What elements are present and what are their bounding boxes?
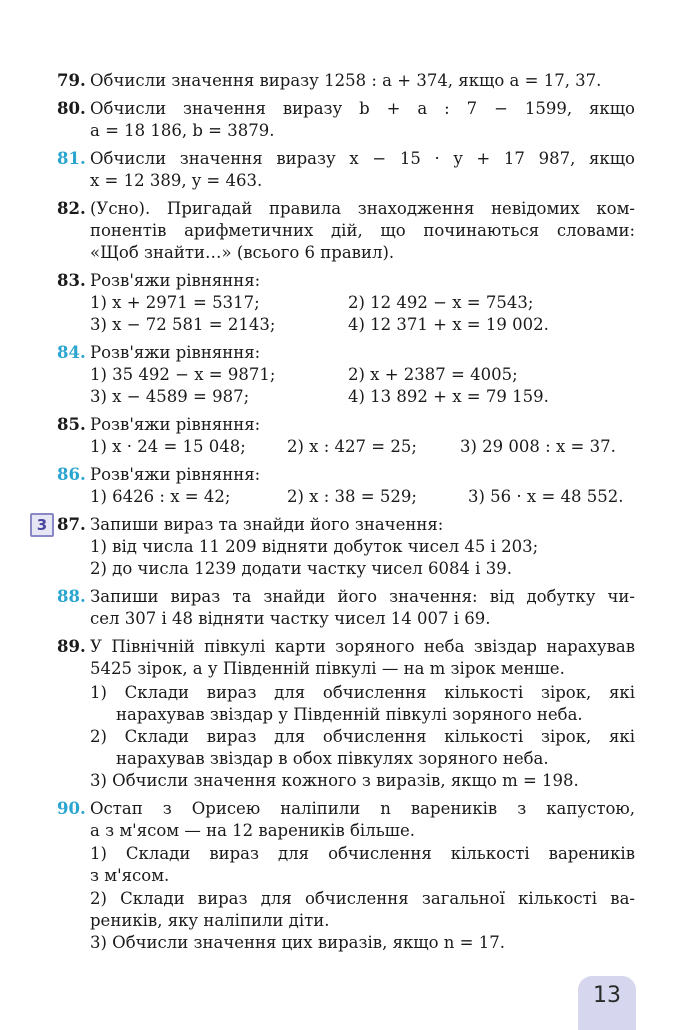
problem-90-line-3: 1) Склади вираз для обчислення кількості вареників [90, 844, 635, 863]
problem-82-line-3: «Щоб знайти…» (всього 6 правил). [90, 243, 395, 262]
problem-85-item-2: 2) x : 427 = 25; [287, 437, 417, 456]
problem-84-number: 84. [57, 343, 86, 362]
problem-84-item-1: 1) 35 492 − x = 9871; [90, 365, 276, 384]
problem-85-number: 85. [57, 415, 86, 434]
problem-89-line-3: 1) Склади вираз для обчислення кількості зірок, які [90, 683, 635, 702]
problem-86-title: Розв'яжи рівняння: [90, 465, 261, 484]
level-3-badge: 3 [30, 513, 54, 537]
problem-83-title: Розв'яжи рівняння: [90, 271, 261, 290]
problem-80-number: 80. [57, 99, 86, 118]
problem-90-line-6: реників, яку наліпили діти. [90, 911, 330, 930]
problem-81-line-1: Обчисли значення виразу x − 15 · y + 17 987, якщо [90, 149, 635, 168]
problem-90-line-5: 2) Склади вираз для обчислення загальної кількості ва- [90, 889, 635, 908]
problem-89-line-2: 5425 зірок, а у Південній півкулі — на m зірок менше. [90, 659, 565, 678]
problem-80-line-1: Обчисли значення виразу b + a : 7 − 1599, якщо [90, 99, 635, 118]
problem-84-item-2: 2) x + 2387 = 4005; [348, 365, 518, 384]
problem-89-line-4: нарахував звіздар у Південній півкулі зоряного неба. [116, 705, 583, 724]
problem-88-number: 88. [57, 587, 86, 606]
problem-82-line-2: понентів арифметичних дій, що починаються словами: [90, 221, 635, 240]
problem-90-line-7: 3) Обчисли значення цих виразів, якщо n = 17. [90, 933, 505, 952]
problem-89-line-7: 3) Обчисли значення кожного з виразів, якщо m = 198. [90, 771, 579, 790]
problem-86-item-3: 3) 56 · x = 48 552. [468, 487, 624, 506]
problem-90-number: 90. [57, 799, 86, 818]
problem-88-line-1: Запиши вираз та знайди його значення: від добутку чи- [90, 587, 635, 606]
problem-87-line-3: 2) до числа 1239 додати частку чисел 6084 і 39. [90, 559, 512, 578]
page-number: 13 [578, 976, 636, 1030]
problem-79-number: 79. [57, 71, 86, 90]
problem-82-line-1: (Усно). Пригадай правила знаходження невідомих ком- [90, 199, 635, 218]
problem-90-line-1: Остап з Орисею наліпили n вареників з капустою, [90, 799, 635, 818]
problem-89-line-6: нарахував звіздар в обох півкулях зоряного неба. [116, 749, 549, 768]
problem-89-line-5: 2) Склади вираз для обчислення кількості зірок, які [90, 727, 635, 746]
problem-84-title: Розв'яжи рівняння: [90, 343, 261, 362]
problem-83-item-2: 2) 12 492 − x = 7543; [348, 293, 534, 312]
problem-81-number: 81. [57, 149, 86, 168]
problem-83-item-4: 4) 12 371 + x = 19 002. [348, 315, 549, 334]
problem-87-line-2: 1) від числа 11 209 відняти добуток чисел 45 і 203; [90, 537, 539, 556]
problem-79-text: Обчисли значення виразу 1258 : a + 374, якщо a = 17, 37. [90, 71, 602, 90]
problem-85-item-3: 3) 29 008 : x = 37. [460, 437, 616, 456]
problem-90-line-2: а з м'ясом — на 12 вареників більше. [90, 821, 416, 840]
problem-86-number: 86. [57, 465, 86, 484]
problem-84-item-3: 3) x − 4589 = 987; [90, 387, 250, 406]
problem-87-line-1: Запиши вираз та знайди його значення: [90, 515, 444, 534]
problem-83-item-1: 1) x + 2971 = 5317; [90, 293, 260, 312]
problem-84-item-4: 4) 13 892 + x = 79 159. [348, 387, 549, 406]
problem-82-number: 82. [57, 199, 86, 218]
problem-83-number: 83. [57, 271, 86, 290]
problem-89-number: 89. [57, 637, 86, 656]
problem-88-line-2: сел 307 і 48 відняти частку чисел 14 007 і 69. [90, 609, 491, 628]
problem-85-title: Розв'яжи рівняння: [90, 415, 261, 434]
problem-89-line-1: У Північній півкулі карти зоряного неба звіздар нарахував [90, 637, 635, 656]
problem-87-number: 87. [57, 515, 86, 534]
problem-85-item-1: 1) x · 24 = 15 048; [90, 437, 246, 456]
problem-86-item-2: 2) x : 38 = 529; [287, 487, 417, 506]
problem-90-line-4: з м'ясом. [90, 866, 170, 885]
problem-86-item-1: 1) 6426 : x = 42; [90, 487, 231, 506]
problem-83-item-3: 3) x − 72 581 = 2143; [90, 315, 276, 334]
problem-80-line-2: a = 18 186, b = 3879. [90, 121, 275, 140]
problem-81-line-2: x = 12 389, y = 463. [90, 171, 263, 190]
